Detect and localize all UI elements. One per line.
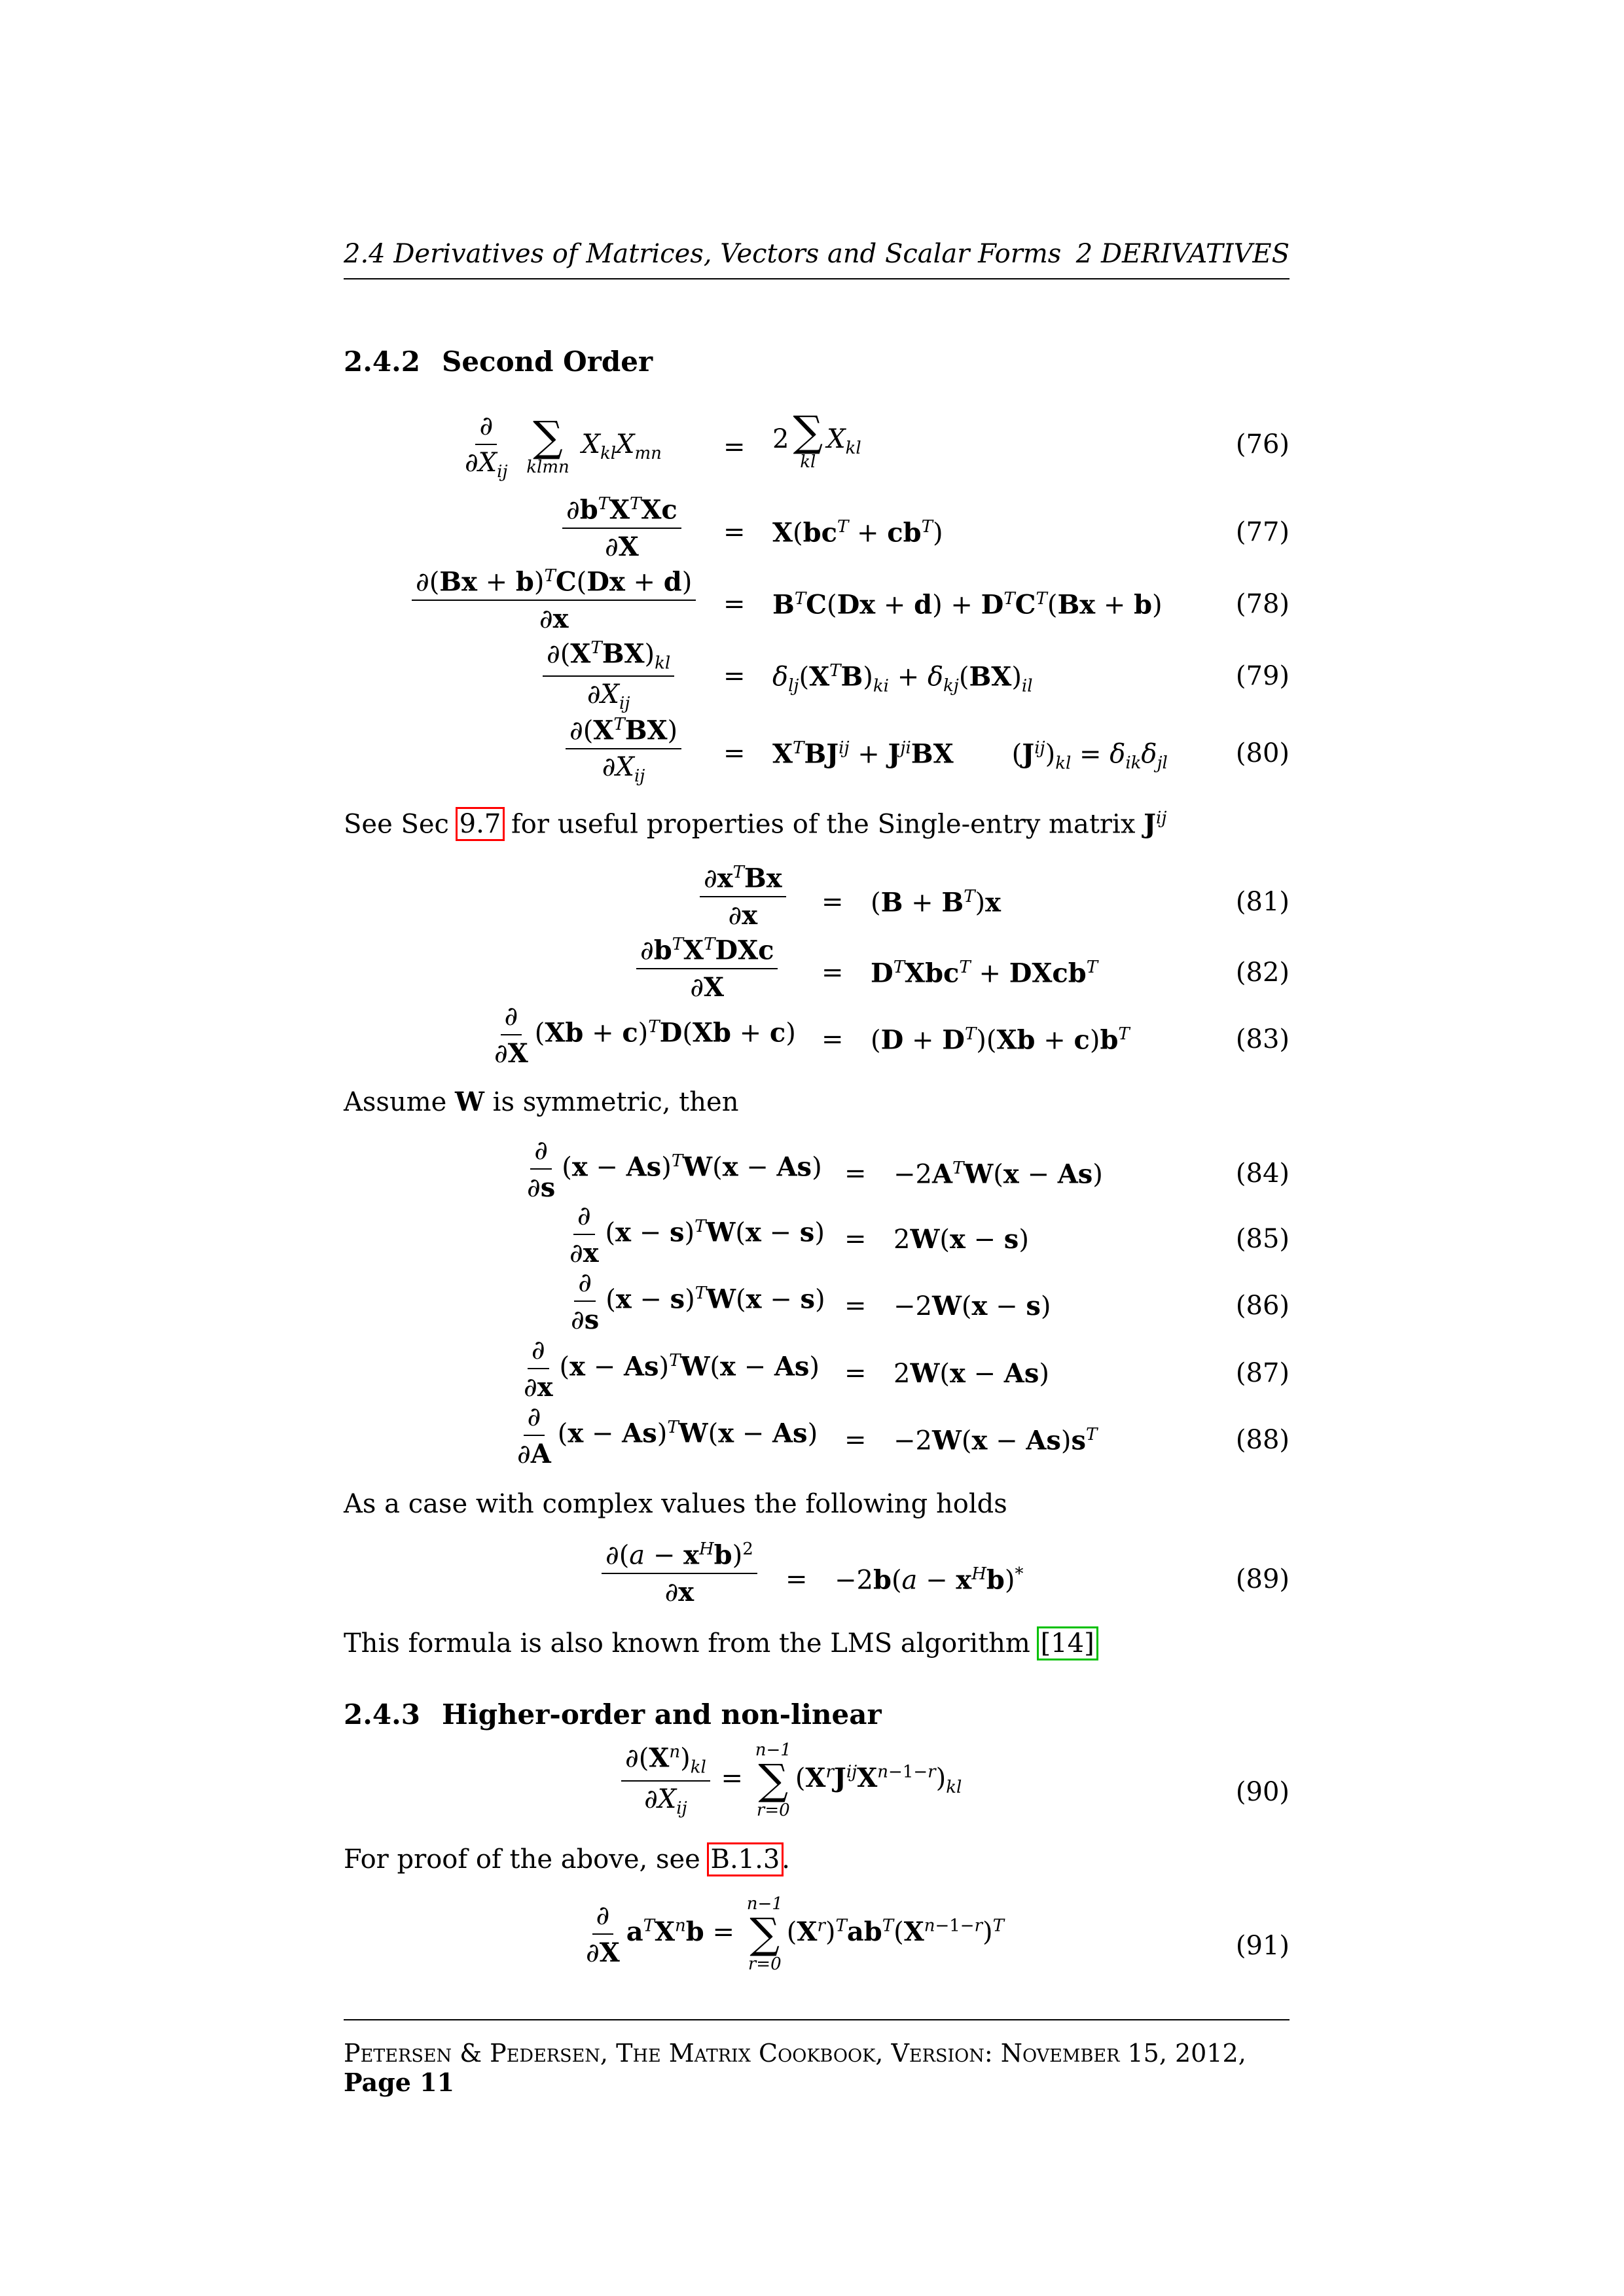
equation-86: $\frac{\partial}{\partial s}$ $(x - s)^TW(x - s)$ — [571, 1268, 825, 1335]
equation-90: $\frac{\partial(X^n)_{kl}}{\partial X_{ij}}$ = n−1 ∑ r=0 $(X^rJ^{ij}X^{n-1-r})_{kl}$ — [619, 1741, 962, 1820]
equation-76: $\frac{\partial}{\partial X_{ij}}$ ∑ klmn $X_{kl}X_{mn}$ — [465, 411, 662, 482]
equation-number: (81) — [1235, 887, 1290, 917]
page-number: Page 11 — [344, 2068, 455, 2097]
section-title: Higher-order and non-linear — [442, 1698, 882, 1731]
assume-paragraph: Assume W is symmetric, then — [344, 1086, 739, 1117]
section-heading-2-4-3 — [344, 1698, 882, 1731]
section-number: 2.4.2 — [344, 346, 420, 378]
equation-number: (86) — [1235, 1291, 1290, 1321]
equation-87: $\frac{\partial}{\partial x}$ $(x - As)^TW(x - As)$ — [524, 1335, 820, 1403]
see-sec-paragraph: See Sec 9.7 for useful properties of the Single-entry matrix $J^{ij}$ — [344, 808, 1167, 840]
equation-80: $\frac{\partial(X^TBX)}{\partial X_{ij}}$ — [563, 715, 684, 786]
section-title: Second Order — [442, 346, 653, 378]
footer-text: Petersen & Pedersen, The Matrix Cookbook, Version: November 15, 2012, — [344, 2039, 1246, 2068]
section-link[interactable]: 9.7 — [458, 809, 503, 839]
running-header — [344, 239, 1290, 279]
appendix-link[interactable]: B.1.3 — [709, 1844, 782, 1874]
equation-number: (80) — [1235, 738, 1290, 768]
equation-83: $\frac{\partial}{\partial X}$ $(Xb + c)^TD(Xb + c)$ — [494, 1001, 796, 1069]
equation-79: $\frac{\partial(X^TBX)_{kl}}{\partial X_{ij}}$ — [540, 638, 677, 713]
equation-number: (90) — [1235, 1777, 1290, 1807]
equation-89: $\frac{\partial(a - x^Hb)^2}{\partial x}$ — [599, 1539, 760, 1607]
section-heading-2-4-2 — [344, 346, 653, 378]
equation-88: $\frac{\partial}{\partial A}$ $(x - As)^TW(x - As)$ — [517, 1402, 818, 1469]
equation-number: (88) — [1235, 1425, 1290, 1455]
page-footer — [344, 2019, 1290, 2097]
equation-number: (76) — [1235, 429, 1290, 459]
equation-82: $\frac{\partial b^TX^TDXc}{\partial X}$ — [634, 935, 780, 1003]
equation-number: (78) — [1235, 589, 1290, 619]
equation-number: (79) — [1235, 661, 1290, 691]
header-left: 2.4 Derivatives of Matrices, Vectors and Scalar Forms — [344, 239, 1062, 269]
equation-number: (82) — [1235, 958, 1290, 988]
citation-link[interactable]: [14] — [1039, 1628, 1096, 1659]
lms-paragraph: This formula is also known from the LMS algorithm [14] — [344, 1628, 1096, 1659]
header-right: 2 DERIVATIVES — [1075, 239, 1290, 269]
equation-number: (91) — [1235, 1931, 1290, 1961]
section-number: 2.4.3 — [344, 1698, 420, 1731]
complex-paragraph: As a case with complex values the following holds — [344, 1489, 1007, 1519]
equation-number: (84) — [1235, 1158, 1290, 1189]
equation-78: $\frac{\partial(Bx + b)^TC(Dx + d)}{\partial x}$ — [409, 566, 698, 634]
equation-number: (89) — [1235, 1564, 1290, 1594]
equation-number: (87) — [1235, 1358, 1290, 1388]
equation-77: $\frac{\partial b^TX^TXc}{\partial X}$ — [560, 494, 684, 562]
equation-number: (83) — [1235, 1024, 1290, 1054]
proof-paragraph: For proof of the above, see B.1.3. — [344, 1844, 790, 1874]
equation-81: $\frac{\partial x^TBx}{\partial x}$ — [697, 863, 789, 931]
equation-number: (77) — [1235, 517, 1290, 547]
equation-84: $\frac{\partial}{\partial s}$ $(x - As)^TW(x - As)$ — [527, 1136, 822, 1203]
equation-number: (85) — [1235, 1224, 1290, 1254]
equation-85: $\frac{\partial}{\partial x}$ $(x - s)^TW(x - s)$ — [569, 1201, 825, 1268]
equation-91: $\frac{\partial}{\partial X}$ $a^TX^nb$ = n−1 ∑ r=0 $(X^r)^Tab^T(X^{n-1-r})^T$ — [586, 1894, 1004, 1974]
